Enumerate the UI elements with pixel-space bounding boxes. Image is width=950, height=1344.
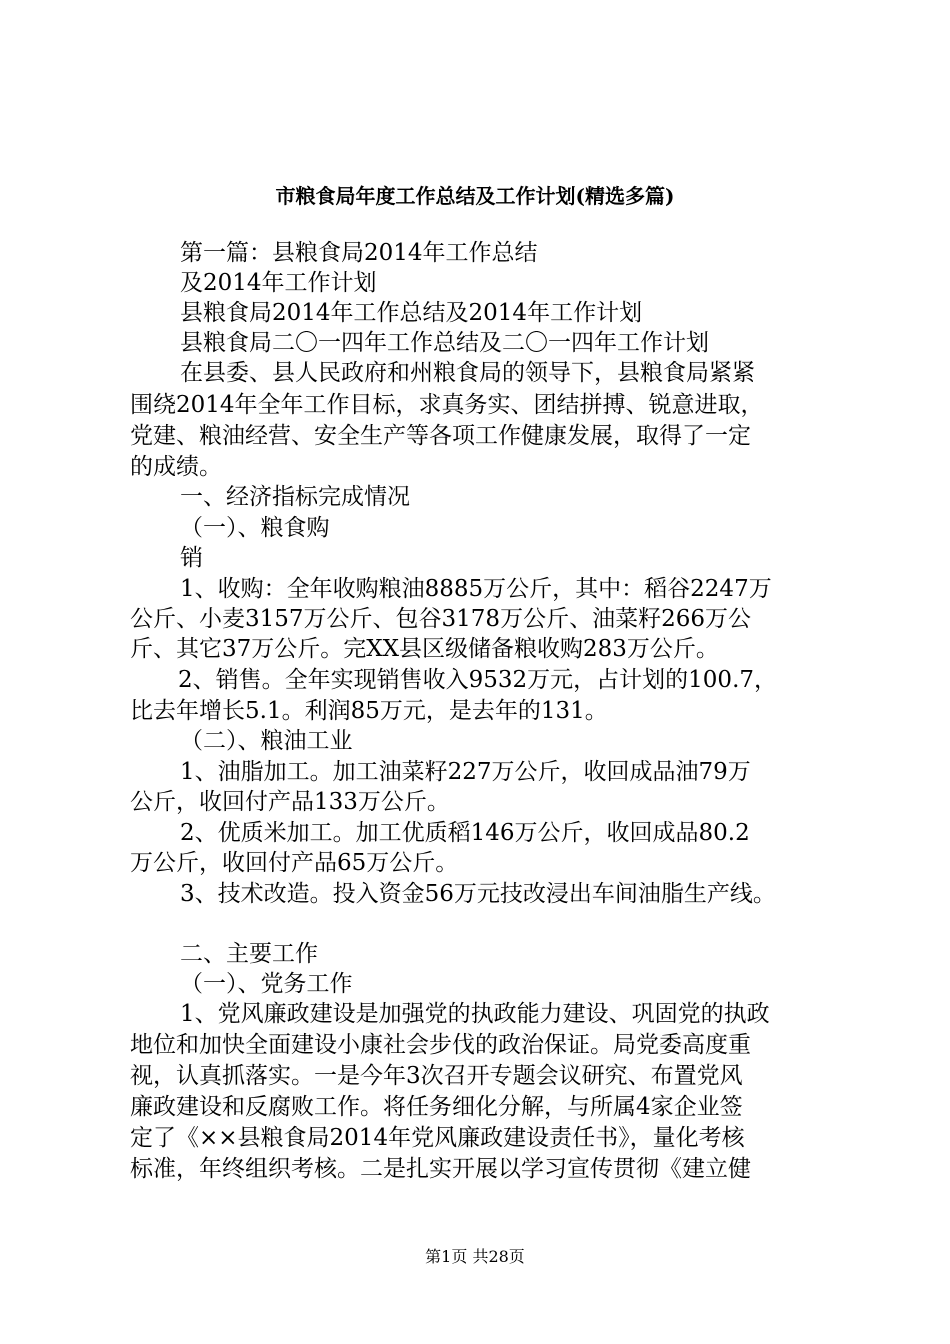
text-line: 3、技术改造。投入资金56万元技改浸出车间油脂生产线。: [180, 881, 776, 907]
text-line: 2、销售。全年实现销售收入9532万元，占计划的100.7，: [178, 667, 778, 693]
text-line: 的成绩。: [130, 454, 222, 480]
text-line: 县粮食局二〇一四年工作总结及二〇一四年工作计划: [180, 330, 709, 356]
subsection-heading: （一）、党务工作: [180, 971, 353, 997]
text-line: 党建、粮油经营、安全生产等各项工作健康发展，取得了一定: [130, 423, 751, 449]
text-line: 廉政建设和反腐败工作。将任务细化分解，与所属4家企业签: [130, 1094, 743, 1120]
text-line: 及2014年工作计划: [180, 270, 377, 296]
text-line: 第一篇：县粮食局2014年工作总结: [180, 240, 538, 266]
text-line: 定了《××县粮食局2014年党风廉政建设责任书》，量化考核: [130, 1125, 745, 1151]
text-line: 比去年增长5.1。利润85万元，是去年的131。: [130, 698, 608, 724]
subsection-heading: （二）、粮油工业: [180, 728, 353, 754]
text-line: 地位和加快全面建设小康社会步伐的政治保证。局党委高度重: [130, 1032, 751, 1058]
text-line: 视，认真抓落实。一是今年3次召开专题会议研究、布置党风: [130, 1063, 743, 1089]
text-line: 县粮食局2014年工作总结及2014年工作计划: [180, 300, 643, 326]
text-line: 在县委、县人民政府和州粮食局的领导下，县粮食局紧紧: [180, 360, 755, 386]
text-line: 公斤、小麦3157万公斤、包谷3178万公斤、油菜籽266万公: [130, 606, 751, 632]
text-line: 公斤，收回付产品133万公斤。: [130, 789, 450, 815]
text-line: 2、优质米加工。加工优质稻146万公斤，收回成品80.2: [180, 820, 750, 846]
page-footer: 第1页 共28页: [425, 1247, 525, 1266]
text-line: 1、油脂加工。加工油菜籽227万公斤，收回成品油79万: [180, 759, 751, 785]
section-heading: 二、主要工作: [180, 941, 318, 967]
document-title: 市粮食局年度工作总结及工作计划(精选多篇): [275, 184, 675, 208]
text-line: 1、收购：全年收购粮油8885万公斤，其中：稻谷2247万: [180, 576, 772, 602]
section-heading: 一、经济指标完成情况: [180, 484, 410, 510]
text-line: 销: [180, 545, 203, 571]
text-line: 标准，年终组织考核。二是扎实开展以学习宣传贯彻《建立健: [130, 1156, 751, 1182]
subsection-heading: （一）、粮食购: [180, 515, 330, 541]
text-line: 万公斤，收回付产品65万公斤。: [130, 850, 459, 876]
text-line: 1、党风廉政建设是加强党的执政能力建设、巩固党的执政: [180, 1001, 770, 1027]
text-line: 围绕2014年全年工作目标，求真务实、团结拼搏、锐意进取，: [130, 392, 764, 418]
text-line: 斤、其它37万公斤。完XX县区级储备粮收购283万公斤。: [130, 636, 719, 662]
